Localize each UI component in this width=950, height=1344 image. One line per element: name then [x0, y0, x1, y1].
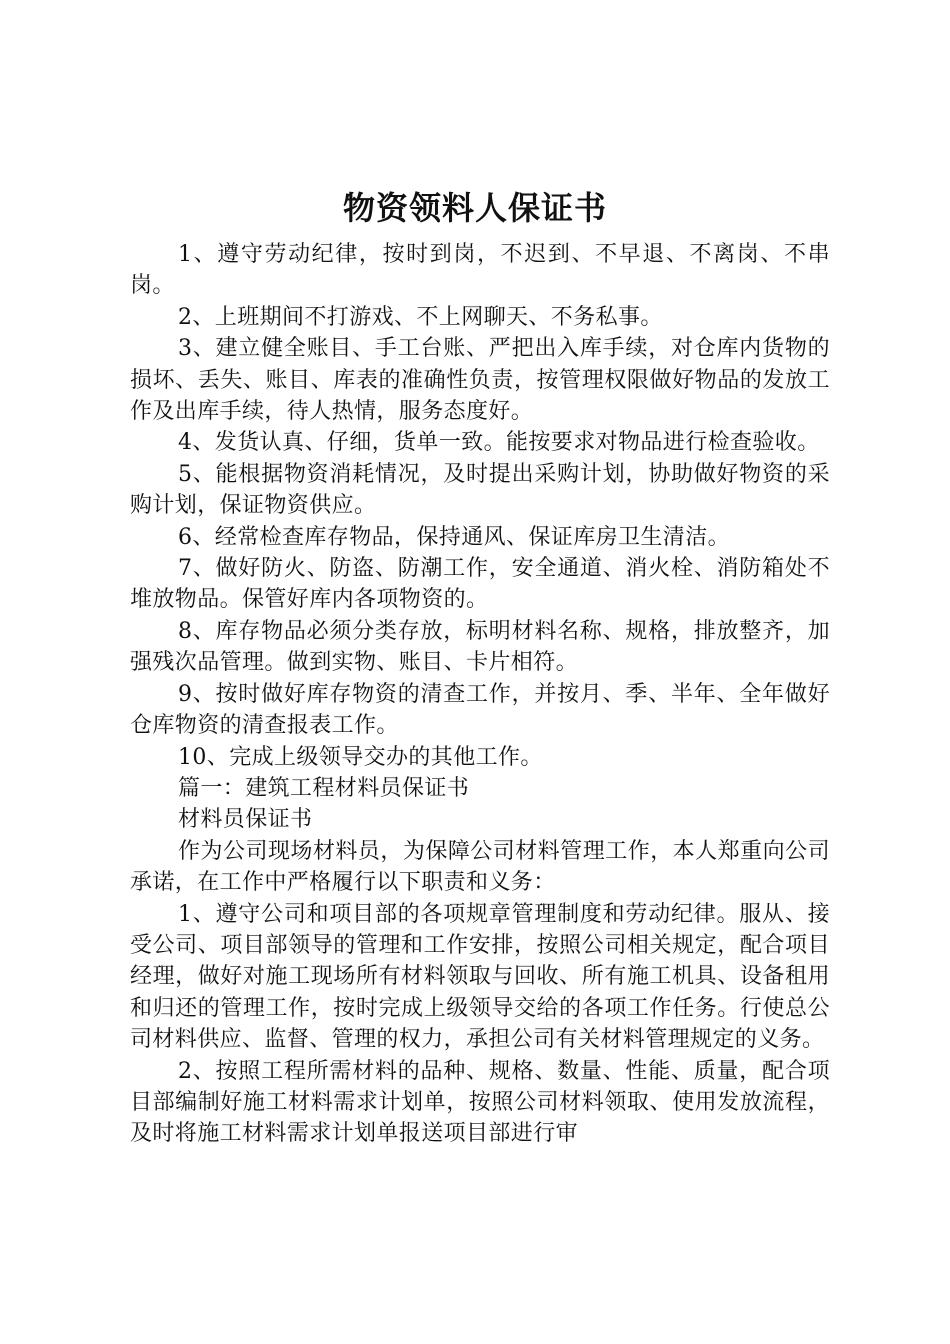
- paragraph-2: 2、上班期间不打游戏、不上网聊天、不务私事。: [178, 304, 663, 330]
- paragraph-1: 1、遵守劳动纪律，按时到岗，不迟到、不早退、不离岗、不串岗。: [130, 242, 830, 299]
- subsection-heading: 材料员保证书: [178, 807, 313, 833]
- paragraph-5: 5、能根据物资消耗情况，及时提出采购计划，协助做好物资的采购计划，保证物资供应。: [130, 461, 830, 519]
- paragraph-6: 6、经常检查库存物品，保持通风、保证库房卫生清洁。: [178, 524, 730, 550]
- paragraph-9: 9、按时做好库存物资的清查工作，并按月、季、半年、全年做好仓库物资的清查报表工作。: [130, 681, 830, 739]
- paragraph-4: 4、发货认真、仔细，货单一致。能按要求对物品进行检查验收。: [178, 430, 820, 456]
- paragraph-8: 8、库存物品必须分类存放，标明材料名称、规格，排放整齐，加强残次品管理。做到实物、账目、卡片相符。: [130, 618, 830, 676]
- paragraph-10: 10、完成上级领导交办的其他工作。: [178, 744, 543, 770]
- duty-paragraph-2: 2、按照工程所需材料的品种、规格、数量、性能、质量，配合项目部编制好施工材料需求计划单，按照公司材料领取、使用发放流程，及时将施工材料需求计划单报送项目部进行审: [130, 1058, 830, 1147]
- duty-paragraph-1: 1、遵守公司和项目部的各项规章管理制度和劳动纪律。服从、接受公司、项目部领导的管理和工作安排，按照公司相关规定，配合项目经理，做好对施工现场所有材料领取与回收、所有施工机具、设备租用和归还的管理工作，按时完成上级领导交给的各项工作任务。行使总公司材料供应、监督、管理的权力，承担公司有关材料管理规定的义务。: [130, 901, 830, 1053]
- section-heading: 篇一：建筑工程材料员保证书: [178, 775, 470, 801]
- document-title: 物资领料人保证书: [342, 189, 607, 227]
- intro-paragraph: 作为公司现场材料员，为保障公司材料管理工作，本人郑重向公司承诺，在工作中严格履行以下职责和义务：: [130, 838, 830, 896]
- paragraph-3: 3、建立健全账目、手工台账、严把出入库手续，对仓库内货物的损坏、丢失、账目、库表的准确性负责，按管理权限做好物品的发放工作及出库手续，待人热情，服务态度好。: [130, 336, 830, 425]
- paragraph-7: 7、做好防火、防盗、防潮工作，安全通道、消火栓、消防箱处不堆放物品。保管好库内各项物资的。: [130, 556, 830, 613]
- document-body: [130, 239, 830, 1150]
